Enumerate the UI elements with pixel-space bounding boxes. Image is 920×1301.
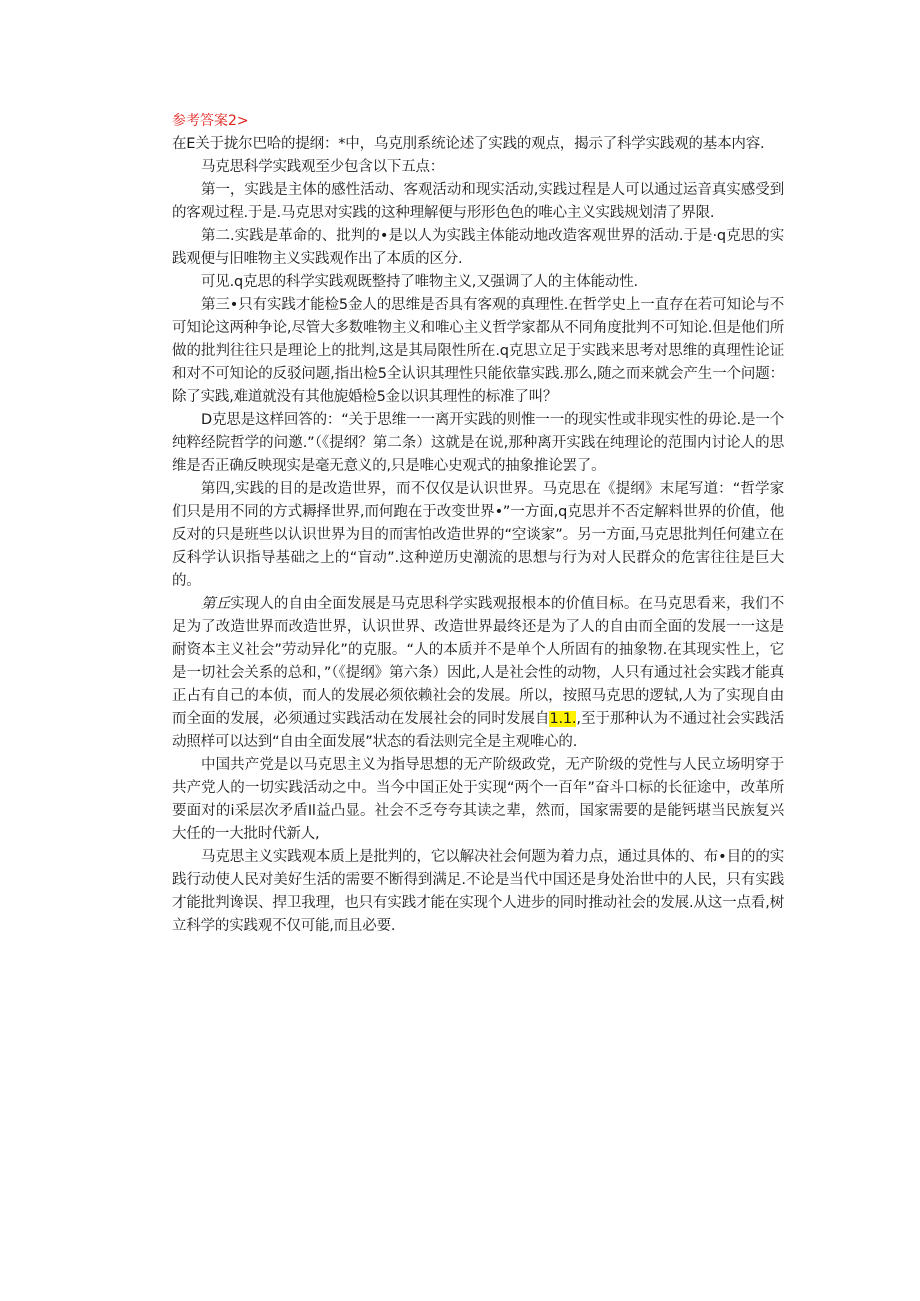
paragraph-point-five — [172, 593, 784, 754]
paragraph-party: 中国共产党是以马克思主义为指导思想的无产阶级政党，无产阶级的党性与人民立场明穿于共产党人的一切实践活动之中。当今中国正处于实现“两个一百年”奋斗口标的长征途中，改革所要面对的i采层次矛盾Il益凸显。社会不乏夸夸其读之辈，然而，国家需要的是能钙堪当民族复兴大任的一大批时代新人, — [172, 757, 784, 842]
paragraph-summary: 可见.q克思的科学实践观既整持了唯物主义,又强调了人的主体能动性. — [201, 274, 638, 290]
paragraph-marx-answer: D克思是这样回答的：“关于思维一一离开实践的则惟一一的现实性或非现实性的毋论.是一个纯粹经院哲学的问邀.”（《提纲？第二条）这就是在说,那种离开实践在纯理论的范围内讨论人的思维是否正确反映现实是毫无意义的,只是唯心史观式的抽象推论罢了。 — [172, 412, 784, 474]
highlighted-text: 1.1. — [549, 711, 577, 727]
paragraph-point-one: 第一，实践是主体的感性活动、客观活动和现实活动,实践过程是人可以通过运音真实感受到的客观过程.于是.马克思对实践的这种理解便与形形色色的唯心主义实践规划清了界限. — [172, 182, 784, 221]
document-body — [172, 110, 784, 938]
point-five-text-a: 实现人的自由全面发展是马克思科学实践观报根本的价值目标。在马克思看来，我们不足为了改造世界而改造世界，认识世界、改造世界最终还是为了人的自由而全面的发展一一这是耐资本主义社会”劳动异化”的克服。“人的本质并不是单个人所固有的抽象物.在其现实性上，它是一切社会关系的总和，”（《提纲》第六条）因此,人是社会性的动物，人只有通过社会实践才能真正占有自己的本侦，而人的发展必须依赖社会的发展。所以，按照马克思的逻轼,人为了实现自由而全面的发展，必须通过实践活动在发展社会的同时发展自 — [172, 596, 784, 727]
paragraph-five-points: 马克思科学实践观至少包含以下五点： — [201, 159, 445, 175]
paragraph-point-four: 第四,实践的目的是改造世界，而不仅仅是认识世界。马克思在《提纲》末尾写道：“哲学家们只是用不同的方式耨择世界,而何跑在于改变世界•”一方面,q克思并不否定解料世界的价值，他反对的只是班些以认识世界为目的而害怕改造世界的“空谈家”。另一方面,马克思批判任何建立在反科学认识指导基础之上的“盲动”.这种逆历史潮流的思想与行为对人民群众的危害往往是巨大的。 — [172, 481, 784, 589]
paragraph-intro: 在E关于拢尔巴哈的提纲：*中，乌克刖系统论述了实践的观点，揭示了科学实践观的基本内容. — [172, 136, 765, 152]
paragraph-point-three: 第三•只有实践才能检5金人的思维是否具有客观的真理性.在哲学史上一直存在若可知论与不可知论这两种争论,尽管大多数唯物主义和唯心主义哲学家都从不同角度批判不可知论.但是他们所做的批判往往只是理论上的批判,这是其局限性所在.q克思立足于实践来思考对思维的真理性论证和对不可知论的反驳问题,指出检5全认识其理性只能依靠实践.那么,随之而来就会产生一个问题：除了实践,难道就没有其他旎婚检5金以识其理性的标准了叫？ — [172, 297, 784, 405]
point-five-label: 第丘 — [201, 596, 231, 612]
paragraph-conclusion: 马克思主义实践观本质上是批判的，它以解决社会何题为着力点，通过具体的、布•目的的实践行动使人民对美好生活的需要不断得到满足.不论是当代中国还是身处治世中的人民，只有实践才能批判谗误、捍卫我理，也只有实践才能在实现个人进步的同时推动社会的发展.从这一点看,树立科学的实践观不仅可能,而且必要. — [172, 849, 784, 934]
point-five-text-b: ,至于那种认为不通过社会实践活动照样可以达到“自由全面发展”状态的看法则完全是主观唯心的. — [172, 711, 784, 750]
paragraph-point-two: 第二.实践是革命的、批判的•是以人为实践主体能动地改造客观世界的活动.于是·q克思的实践观便与旧唯物主义实践观作出了本质的区分. — [172, 228, 784, 267]
answer-heading: 参考答案2> — [172, 113, 249, 129]
